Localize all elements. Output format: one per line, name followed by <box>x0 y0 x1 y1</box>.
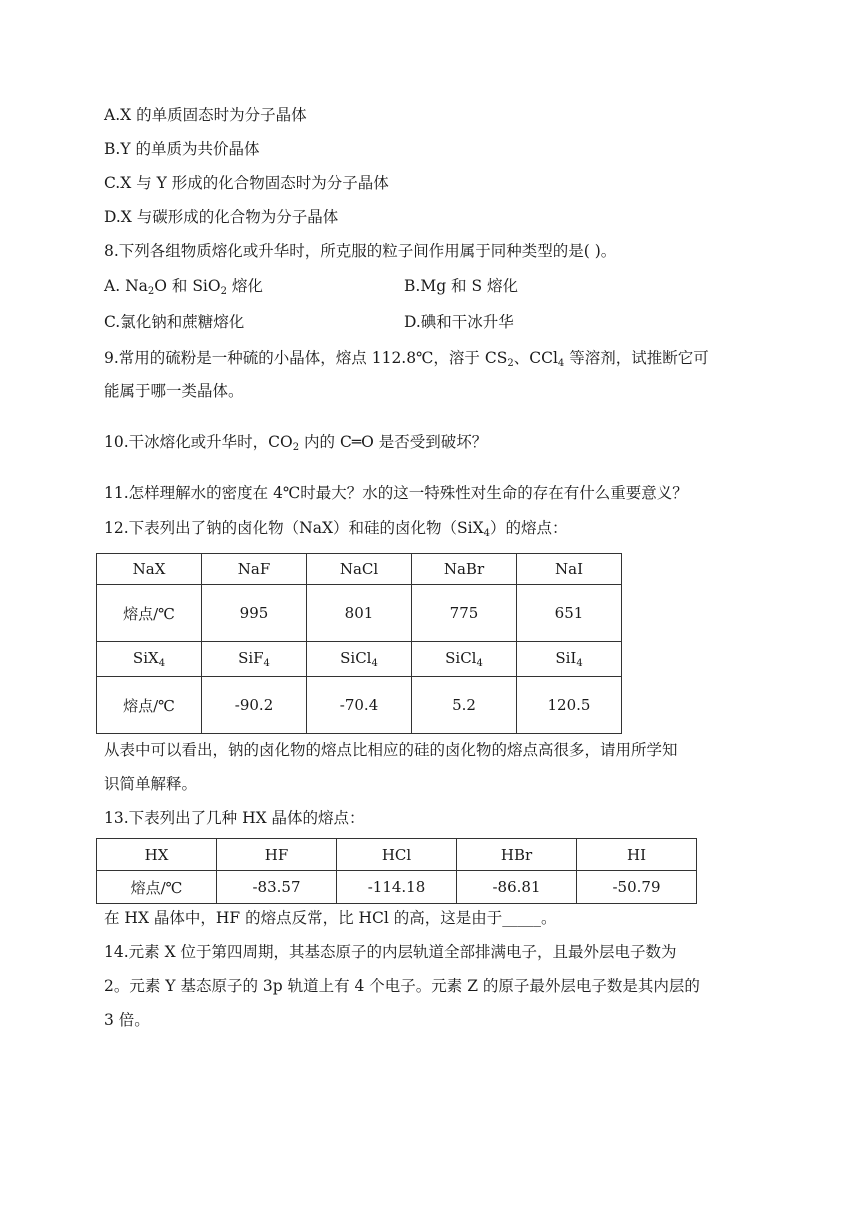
option-8b: B.Mg 和 S 熔化 <box>404 277 519 295</box>
table-cell: NaBr <box>412 554 517 585</box>
question-13-note: 在 HX 晶体中，HF 的熔点反常，比 HCl 的高，这是由于_____。 <box>104 909 557 927</box>
question-9-line1: 9.常用的硫粉是一种硫的小晶体，熔点 112.8℃，溶于 $CS_2$、CCl$_4$ 等溶剂，试推断它可 <box>104 349 709 369</box>
question-14-line3: 3 倍。 <box>104 1011 150 1029</box>
table-cell: NaCl <box>307 554 412 585</box>
question-8: 8.下列各组物质熔化或升华时，所克服的粒子间作用属于同种类型的是( )。 <box>104 242 617 260</box>
table-cell: HI <box>577 839 697 871</box>
table-cell: NaF <box>202 554 307 585</box>
table-cell: -50.79 <box>577 871 697 904</box>
question-12: 12.下表列出了钠的卤化物（NaX）和硅的卤化物（SiX$_4$）的熔点： <box>104 519 568 539</box>
table-cell: 熔点/℃ <box>97 871 217 904</box>
question-10: 10.干冰熔化或升华时，$CO_2$ 内的 C═O 是否受到破坏？ <box>104 433 488 453</box>
table-cell: 775 <box>412 585 517 642</box>
question-9-line2: 能属于哪一类晶体。 <box>104 382 244 400</box>
option-7c: C.X 与 Y 形成的化合物固态时为分子晶体 <box>104 174 389 192</box>
table-cell: 801 <box>307 585 412 642</box>
table-cell: HF <box>217 839 337 871</box>
hx-melting-table <box>96 838 697 904</box>
option-8a: A. $Na_2O$ 和 SiO$_2$ 熔化 <box>104 277 263 297</box>
table-cell: -70.4 <box>307 677 412 734</box>
table-cell: SiX$_4$ <box>97 642 202 677</box>
question-14-line2: 2。元素 Y 基态原子的 3p 轨道上有 4 个电子。元素 Z 的原子最外层电子数是其内层的 <box>104 977 700 995</box>
option-8d: D.碘和干冰升华 <box>404 313 514 331</box>
option-7b: B.Y 的单质为共价晶体 <box>104 140 260 158</box>
table-cell: NaX <box>97 554 202 585</box>
table-cell: 熔点/℃ <box>97 677 202 734</box>
question-14-line1: 14.元素 X 位于第四周期，其基态原子的内层轨道全部排满电子，且最外层电子数为 <box>104 943 677 961</box>
table-cell: -83.57 <box>217 871 337 904</box>
table-cell: NaI <box>517 554 622 585</box>
table-cell: SiF$_4$ <box>202 642 307 677</box>
option-8c: C.氯化钠和蔗糖熔化 <box>104 313 245 331</box>
table-cell: HBr <box>457 839 577 871</box>
table-cell: 120.5 <box>517 677 622 734</box>
question-12-note-2: 识简单解释。 <box>104 775 198 793</box>
table-cell: SiCl$_4$ <box>307 642 412 677</box>
question-11: 11.怎样理解水的密度在 4℃时最大？水的这一特殊性对生命的存在有什么重要意义？ <box>104 484 688 502</box>
table-cell: -90.2 <box>202 677 307 734</box>
table-cell: HCl <box>337 839 457 871</box>
table-cell: 5.2 <box>412 677 517 734</box>
option-7a: A.X 的单质固态时为分子晶体 <box>104 106 307 124</box>
table-cell: -114.18 <box>337 871 457 904</box>
option-7d: D.X 与碳形成的化合物为分子晶体 <box>104 208 339 226</box>
halide-melting-table <box>96 553 622 734</box>
table-cell: -86.81 <box>457 871 577 904</box>
table-cell: HX <box>97 839 217 871</box>
question-12-note-1: 从表中可以看出，钠的卤化物的熔点比相应的硅的卤化物的熔点高很多，请用所学知 <box>104 741 678 759</box>
table-cell: 熔点/℃ <box>97 585 202 642</box>
table-cell: 995 <box>202 585 307 642</box>
table-cell: SiI$_4$ <box>517 642 622 677</box>
question-13: 13.下表列出了几种 HX 晶体的熔点： <box>104 809 365 827</box>
table-cell: SiCl$_4$ <box>412 642 517 677</box>
table-cell: 651 <box>517 585 622 642</box>
